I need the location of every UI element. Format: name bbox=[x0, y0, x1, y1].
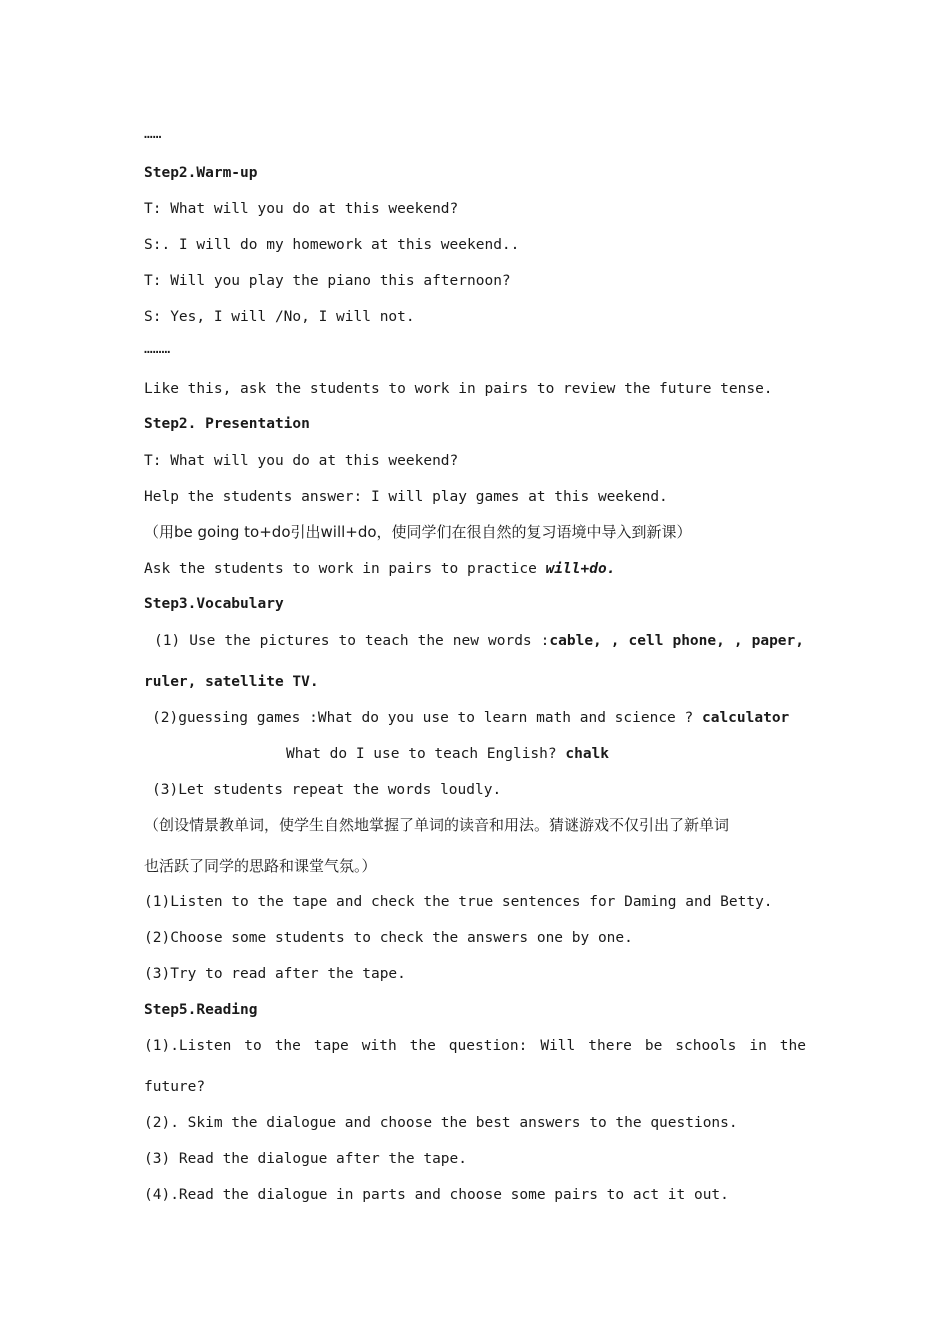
chinese-note: （创设情景教单词，使学生自然地掌握了单词的读音和用法。猜谜游戏不仅引出了新单词 bbox=[144, 816, 730, 834]
instruction-line: Like this, ask the students to work in pairs to review the future tense. bbox=[144, 381, 773, 397]
vocab-item-3: (3)Let students repeat the words loudly. bbox=[152, 782, 502, 798]
instruction-text: Ask the students to work in pairs to practice bbox=[144, 561, 546, 577]
vocab-text: (1) Use the pictures to teach the new words : bbox=[154, 633, 550, 649]
vocab-item-2b bbox=[286, 744, 609, 764]
reading-item: (3) Read the dialogue after the tape. bbox=[144, 1151, 468, 1167]
dialogue-line: S:. I will do my homework at this weekend.. bbox=[144, 237, 520, 253]
chinese-note: 也活跃了同学的思路和课堂气氛。） bbox=[144, 857, 377, 875]
ellipsis-line: …… bbox=[144, 126, 162, 142]
step5-reading-heading: Step5.Reading bbox=[144, 1002, 258, 1018]
vocab-item-1 bbox=[154, 631, 804, 651]
vocab-item-2 bbox=[152, 708, 789, 728]
vocab-text: What do I use to teach English? bbox=[286, 746, 566, 762]
vocab-answer: calculator bbox=[701, 710, 790, 726]
vocab-words: cable, , cell phone, , paper, bbox=[549, 633, 804, 649]
dialogue-line: T: What will you do at this weekend? bbox=[144, 201, 459, 217]
step2-warmup-heading: Step2.Warm-up bbox=[144, 165, 258, 181]
emphasis-text: will+do. bbox=[545, 561, 616, 577]
reading-item: (4).Read the dialogue in parts and choose some pairs to act it out. bbox=[144, 1187, 729, 1203]
step3-vocabulary-heading: Step3.Vocabulary bbox=[144, 596, 284, 612]
ellipsis-line: ……… bbox=[144, 341, 171, 357]
dialogue-line: S: Yes, I will /No, I will not. bbox=[144, 309, 415, 325]
listening-item: (3)Try to read after the tape. bbox=[144, 966, 406, 982]
dialogue-line: T: Will you play the piano this afternoon? bbox=[144, 273, 511, 289]
instruction-line: Help the students answer: I will play games at this weekend. bbox=[144, 489, 668, 505]
dialogue-line: T: What will you do at this weekend? bbox=[144, 453, 459, 469]
reading-item: (2). Skim the dialogue and choose the best answers to the questions. bbox=[144, 1115, 738, 1131]
step2-presentation-heading: Step2. Presentation bbox=[144, 416, 310, 432]
reading-item: (1).Listen to the tape with the question: Will there be schools in the bbox=[144, 1038, 806, 1054]
chinese-note: （用be going to+do引出will+do，使同学们在很自然的复习语境中导入到新课） bbox=[144, 523, 692, 541]
listening-item: (1)Listen to the tape and check the true sentences for Daming and Betty. bbox=[144, 894, 773, 910]
listening-item: (2)Choose some students to check the answers one by one. bbox=[144, 930, 633, 946]
reading-item-continued: future? bbox=[144, 1079, 206, 1095]
vocab-text: (2)guessing games :What do you use to learn math and science ? bbox=[152, 710, 702, 726]
vocab-answer: chalk bbox=[565, 746, 610, 762]
vocab-words-continued: ruler, satellite TV. bbox=[144, 674, 319, 690]
instruction-line bbox=[144, 559, 615, 579]
